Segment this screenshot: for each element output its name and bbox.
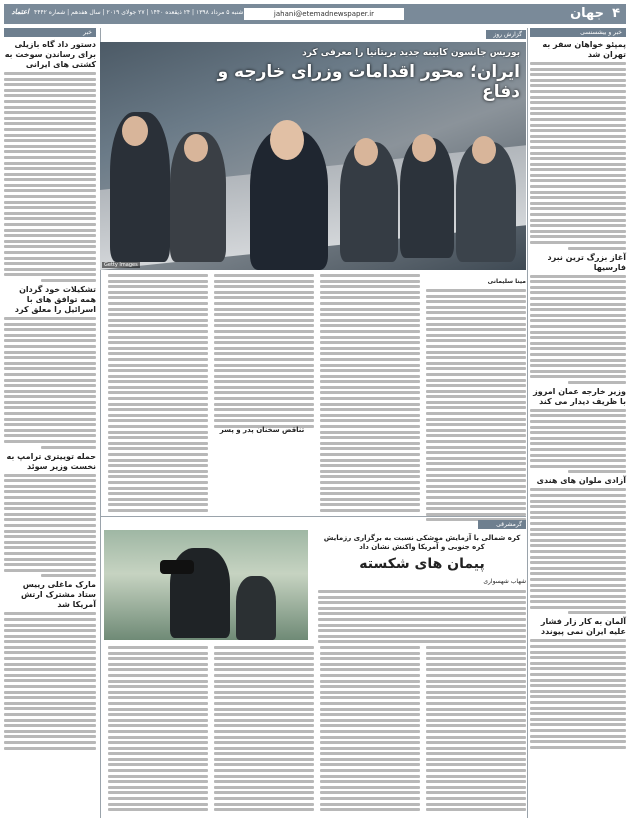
main-story-headline: ایران؛ محور اقدامات وزرای خارجه و دفاع xyxy=(217,62,520,102)
pull-quote: تناقض سخنان پدر و پسر xyxy=(219,426,305,434)
right-story5-headline: آلمان به کار زار فشار علیه ایران نمی پیوندد xyxy=(540,617,626,637)
left-story1-headline: دستور داد گاه بازیلی برای رساندن سوخت به کشتی های ایرانی xyxy=(4,40,96,69)
section-title: جهان xyxy=(570,6,604,21)
dateline: شنبه ۵ مرداد ۱۳۹۸ | ۲۴ ذیقعده ۱۴۴۰ | ۲۷ جولای ۲۰۱۹ | سال هفدهم | شماره ۴۴۴۲ xyxy=(34,9,244,16)
left-column-tag: خبر xyxy=(4,28,96,37)
right-story5-body xyxy=(530,639,626,748)
right-story2-body xyxy=(530,275,626,384)
left-story2-body xyxy=(4,317,96,449)
second-story-lead xyxy=(318,590,526,646)
right-story3-headline: وزیر خارجه عمان امروز با ظریف دیدار می کند xyxy=(533,386,626,406)
newspaper-logo: اعتماد xyxy=(11,8,29,16)
binoculars-icon xyxy=(160,560,194,574)
right-story1-body xyxy=(530,62,626,250)
right-story4-headline: آزادی ملوان های هندی xyxy=(536,476,626,486)
second-story-body xyxy=(104,646,526,816)
left-story4-headline: مارک ماغلی رییس ستاد مشترک ارتش آمریکا شد xyxy=(21,580,96,610)
right-story4-body xyxy=(530,488,626,614)
left-news-column xyxy=(4,28,96,818)
masthead-bar xyxy=(4,4,626,24)
second-story-headline: پیمان های شکسته xyxy=(359,556,485,572)
right-news-column xyxy=(530,28,626,818)
right-column-tag: خبر و بیشسنسی xyxy=(530,28,626,37)
main-story-byline: مینا سلیمانی xyxy=(487,278,526,285)
left-story1-body xyxy=(4,72,96,282)
column-divider xyxy=(527,28,528,818)
section-email: jahani@etemadnewspaper.ir xyxy=(244,8,404,20)
left-story2-headline: تشکیلات خود گردان همه توافق های با اسرائیل را معلق کرد xyxy=(14,284,96,314)
page-number: ۴ xyxy=(612,6,620,21)
left-story3-headline: حمله توییتری ترامپ به نخست وزیر سوئد xyxy=(6,451,96,471)
main-story-kicker: بوریس جانسون کابینه جدید بریتانیا را معرفی کرد xyxy=(302,48,520,58)
second-story-kicker: کره شمالی با آزمایش موشکی نسبت به برگزاری رزمایش کره جنوبی و آمریکا واکنش نشان داد xyxy=(323,534,521,551)
main-story-tag: گزارش روز xyxy=(486,30,526,39)
second-story-tag: گرمشرقی xyxy=(478,520,526,529)
photo-credit: Getty Images xyxy=(104,262,138,268)
main-story-body xyxy=(100,274,526,514)
second-story-byline: شهاب شهسواری xyxy=(483,578,526,585)
kim-binoculars-photo xyxy=(104,530,308,640)
section-divider xyxy=(100,516,526,517)
left-story4-body xyxy=(4,612,96,749)
right-story2-headline: آغاز بزرگ ترین نبرد فارسیها xyxy=(547,252,626,272)
right-story3-body xyxy=(530,409,626,474)
left-story3-body xyxy=(4,474,96,578)
right-story1-headline: پمپئو خواهان سفر به تهران شد xyxy=(542,40,626,59)
